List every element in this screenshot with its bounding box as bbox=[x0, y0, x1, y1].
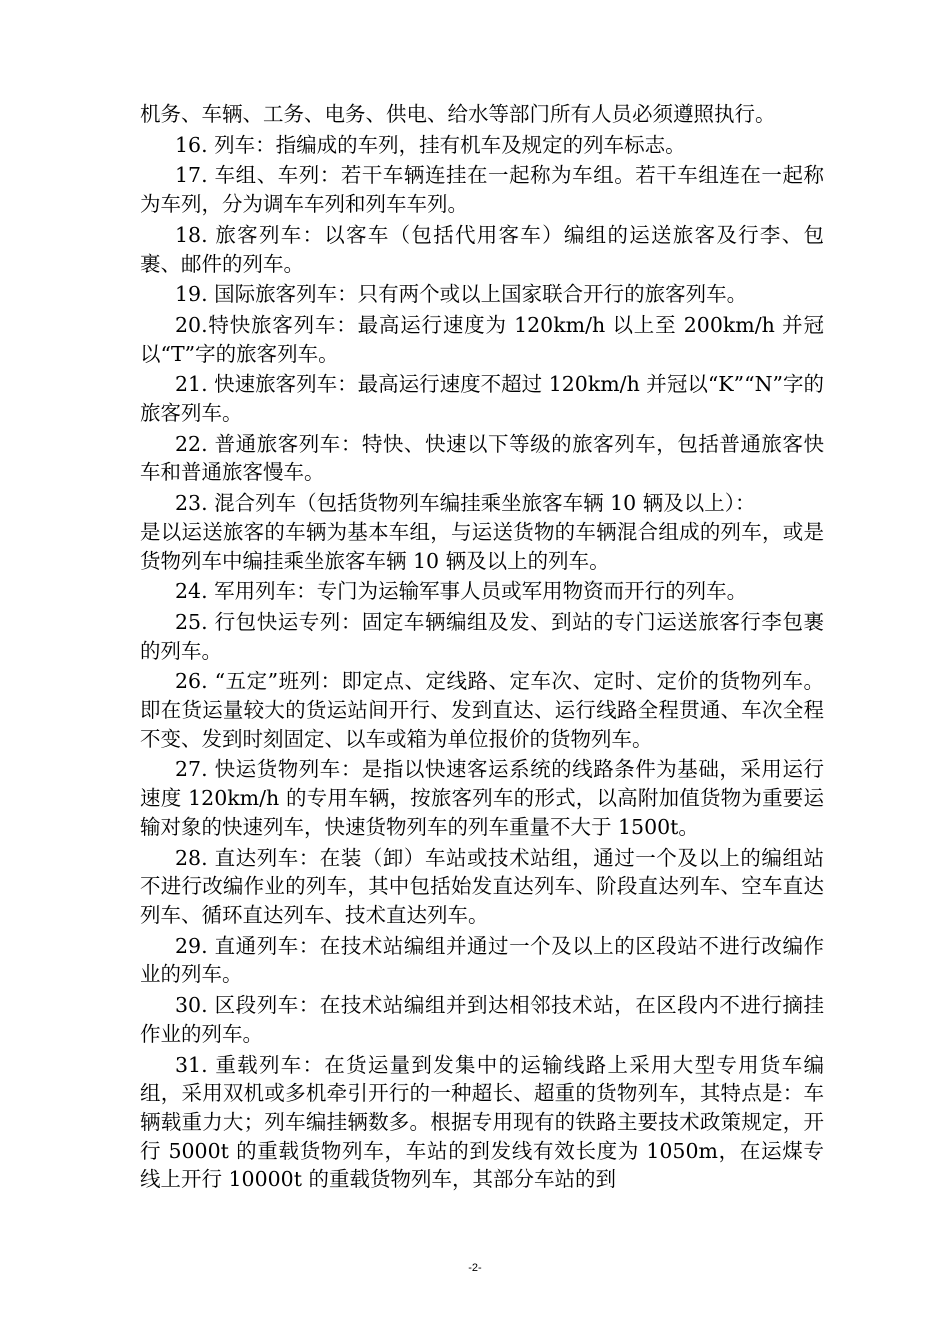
paragraph-continuation: 机务、车辆、工务、电务、供电、给水等部门所有人员必须遵照执行。 bbox=[140, 102, 776, 126]
paragraph-23-mixed-train-heading: 23. 混合列车（包括货物列车编挂乘坐旅客车辆 10 辆及以上）： bbox=[175, 491, 756, 516]
paragraph-18-passenger-train: 18. 旅客列车：以客车（包括代用客车）编组的运送旅客及行李、包裹、邮件的列车。 bbox=[140, 222, 824, 276]
paragraph-24-military-train: 24. 军用列车：专门为运输军事人员或军用物资而开行的列车。 bbox=[175, 579, 748, 604]
page-number: -2- bbox=[468, 1262, 482, 1274]
paragraph-16-train: 16. 列车：指编成的车列，挂有机车及规定的列车标志。 bbox=[175, 132, 686, 157]
paragraph-17-car-group: 17. 车组、车列：若干车辆连挂在一起称为车组。若干车组连在一起称为车列，分为调车车列和列车车列。 bbox=[140, 163, 824, 217]
paragraph-27-express-freight: 27. 快运货物列车：是指以快速客运系统的线路条件为基础，采用运行速度 120km/h 的专用车辆，按旅客列车的形式，以高附加值货物为重要运输对象的快速列车，快速货物列车的列车重量不大于 1500t。 bbox=[140, 757, 824, 839]
paragraph-19-international-train: 19. 国际旅客列车：只有两个或以上国家联合开行的旅客列车。 bbox=[175, 282, 748, 307]
paragraph-21-fast-train: 21. 快速旅客列车：最高运行速度不超过 120km/h 并冠以“K”“N”字的旅客列车。 bbox=[140, 372, 824, 426]
paragraph-28-direct-train: 28. 直达列车：在装（卸）车站或技术站组，通过一个及以上的编组站不进行改编作业的列车，其中包括始发直达列车、阶段直达列车、空车直达列车、循环直达列车、技术直达列车。 bbox=[140, 845, 824, 927]
paragraph-26-five-fixed-train: 26. “五定”班列：即定点、定线路、定车次、定时、定价的货物列车。即在货运量较大的货运站间开行、发到直达、运行线路全程贯通、车次全程不变、发到时刻固定、以车或箱为单位报价的货物列车。 bbox=[140, 669, 824, 751]
document-body bbox=[140, 100, 824, 1196]
paragraph-31-heavy-haul-train: 31. 重载列车：在货运量到发集中的运输线路上采用大型专用货车编组，采用双机或多机牵引开行的一种超长、超重的货物列车，其特点是：车辆载重力大；列车编挂辆数多。根据专用现有的铁路主要技术政策规定，开行 5000t 的重载货物列车，车站的到发线有效长度为 1050m，在运煤专线上开行 10000t 的重载货物列车，其部分车站的到 bbox=[140, 1052, 824, 1192]
paragraph-20-express-train: 20.特快旅客列车：最高运行速度为 120km/h 以上至 200km/h 并冠以“T”字的旅客列车。 bbox=[140, 312, 824, 366]
paragraph-23-mixed-train-body: 是以运送旅客的车辆为基本车组，与运送货物的车辆混合组成的列车，或是货物列车中编挂乘坐旅客车辆 10 辆及以上的列车。 bbox=[140, 519, 824, 573]
paragraph-30-section-train: 30. 区段列车：在技术站编组并到达相邻技术站，在区段内不进行摘挂作业的列车。 bbox=[140, 993, 824, 1046]
paragraph-29-through-train: 29. 直通列车：在技术站编组并通过一个及以上的区段站不进行改编作业的列车。 bbox=[140, 933, 824, 987]
paragraph-25-parcel-train: 25. 行包快运专列：固定车辆编组及发、到站的专门运送旅客行李包裹的列车。 bbox=[140, 609, 824, 663]
paragraph-22-ordinary-train: 22. 普通旅客列车：特快、快速以下等级的旅客列车，包括普通旅客快车和普通旅客慢车。 bbox=[140, 431, 824, 485]
